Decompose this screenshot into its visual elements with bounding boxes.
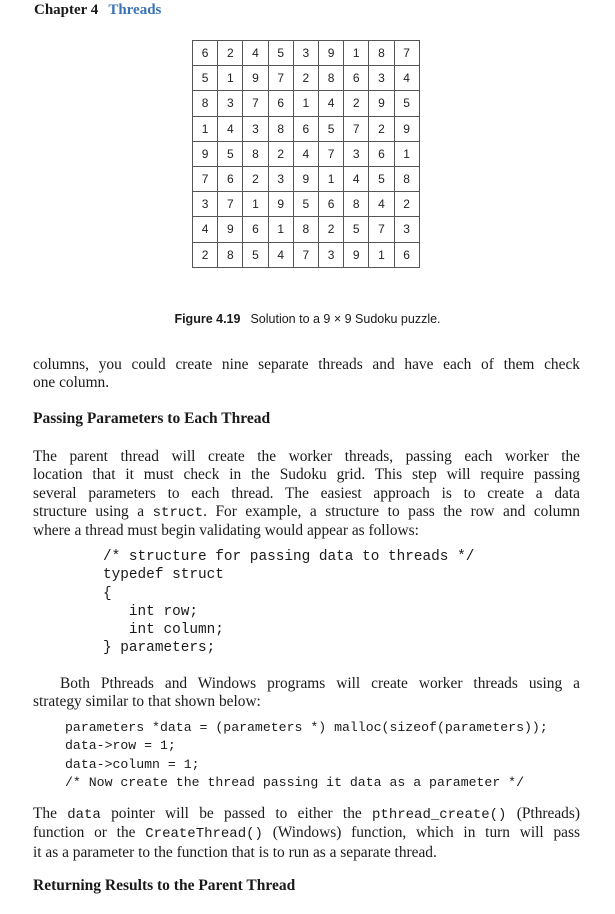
sudoku-cell: 6 <box>394 242 419 267</box>
sudoku-cell: 8 <box>318 66 343 91</box>
sudoku-row <box>193 217 420 242</box>
sudoku-cell: 9 <box>318 41 343 66</box>
sudoku-cell: 9 <box>293 166 318 191</box>
sudoku-cell: 4 <box>268 242 293 267</box>
sudoku-cell: 5 <box>344 217 369 242</box>
sudoku-cell: 8 <box>243 141 268 166</box>
sudoku-cell: 2 <box>218 41 243 66</box>
sudoku-cell: 7 <box>394 41 419 66</box>
paragraph-data-pointer <box>33 805 580 862</box>
sudoku-cell: 1 <box>268 217 293 242</box>
paragraph-pthreads-windows <box>33 675 580 712</box>
section-heading-passing-parameters: Passing Parameters to Each Thread <box>33 410 271 427</box>
sudoku-cell: 8 <box>193 91 218 116</box>
sudoku-cell: 4 <box>293 141 318 166</box>
text-line: location that it must check in the Sudoku grid. This step will require passing <box>33 466 580 484</box>
sudoku-cell: 1 <box>193 116 218 141</box>
sudoku-row <box>193 166 420 191</box>
sudoku-cell: 1 <box>394 141 419 166</box>
sudoku-cell: 9 <box>369 91 394 116</box>
sudoku-cell: 6 <box>218 166 243 191</box>
sudoku-cell: 7 <box>293 242 318 267</box>
sudoku-cell: 9 <box>218 217 243 242</box>
sudoku-cell: 7 <box>318 141 343 166</box>
sudoku-cell: 4 <box>243 41 268 66</box>
sudoku-cell: 1 <box>318 166 343 191</box>
sudoku-cell: 7 <box>243 91 268 116</box>
sudoku-cell: 7 <box>193 166 218 191</box>
sudoku-cell: 8 <box>369 41 394 66</box>
sudoku-cell: 9 <box>268 192 293 217</box>
sudoku-row <box>193 242 420 267</box>
sudoku-cell: 3 <box>394 217 419 242</box>
sudoku-cell: 5 <box>243 242 268 267</box>
sudoku-cell: 2 <box>344 91 369 116</box>
sudoku-cell: 4 <box>218 116 243 141</box>
sudoku-row <box>193 141 420 166</box>
sudoku-cell: 5 <box>369 166 394 191</box>
text-line: Both Pthreads and Windows programs will create worker threads using a <box>60 675 580 692</box>
sudoku-cell: 1 <box>293 91 318 116</box>
figure-text: Solution to a 9 × 9 Sudoku puzzle. <box>250 312 441 326</box>
sudoku-cell: 1 <box>369 242 394 267</box>
sudoku-cell: 7 <box>268 66 293 91</box>
text-line: structure using a struct. For example, a structure to pass the row and column <box>33 502 580 521</box>
inline-code: CreateThread() <box>145 826 263 843</box>
inline-code: data <box>67 807 101 823</box>
sudoku-cell: 6 <box>268 91 293 116</box>
sudoku-cell: 2 <box>268 141 293 166</box>
sudoku-cell: 3 <box>268 166 293 191</box>
inline-code: struct <box>152 504 204 521</box>
sudoku-cell: 4 <box>193 217 218 242</box>
sudoku-grid <box>192 40 420 268</box>
sudoku-cell: 8 <box>394 166 419 191</box>
sudoku-cell: 3 <box>218 91 243 116</box>
sudoku-cell: 3 <box>369 66 394 91</box>
code-block-struct: /* structure for passing data to threads */ typedef struct { int row; int column; } parameters; <box>103 549 475 657</box>
sudoku-cell: 1 <box>218 66 243 91</box>
inline-code: pthread_create() <box>372 807 507 823</box>
code-block-malloc: parameters *data = (parameters *) malloc(sizeof(parameters)); data->row = 1; data->column = 1; /* Now create the thread passing it data as a parameter */ <box>65 720 548 790</box>
sudoku-cell: 2 <box>293 66 318 91</box>
text-line: The data pointer will be passed to either the pthread_create() (Pthreads) <box>33 805 580 823</box>
sudoku-cell: 4 <box>369 192 394 217</box>
chapter-number: Chapter 4 <box>34 2 99 18</box>
sudoku-cell: 2 <box>318 217 343 242</box>
sudoku-row <box>193 66 420 91</box>
sudoku-cell: 5 <box>268 41 293 66</box>
sudoku-cell: 9 <box>243 66 268 91</box>
sudoku-row <box>193 91 420 116</box>
sudoku-cell: 9 <box>193 141 218 166</box>
sudoku-cell: 6 <box>293 116 318 141</box>
text-line: it as a parameter to the function that is to run as a separate thread. <box>33 843 437 861</box>
sudoku-cell: 6 <box>193 41 218 66</box>
text-line: columns, you could create nine separate threads and have each of them check <box>33 356 580 373</box>
text-line: strategy similar to that shown below: <box>33 693 261 711</box>
sudoku-cell: 6 <box>369 141 394 166</box>
sudoku-cell: 5 <box>394 91 419 116</box>
figure-label: Figure 4.19 <box>174 312 241 326</box>
sudoku-cell: 9 <box>394 116 419 141</box>
sudoku-cell: 4 <box>344 166 369 191</box>
sudoku-cell: 8 <box>268 116 293 141</box>
sudoku-cell: 9 <box>344 242 369 267</box>
sudoku-cell: 2 <box>193 242 218 267</box>
figure-caption <box>0 312 615 326</box>
sudoku-cell: 3 <box>293 41 318 66</box>
sudoku-cell: 8 <box>293 217 318 242</box>
text-line: function or the CreateThread() (Windows) function, which in turn will pass <box>33 824 580 843</box>
paragraph-parent-thread <box>33 448 580 540</box>
sudoku-cell: 6 <box>318 192 343 217</box>
sudoku-cell: 2 <box>243 166 268 191</box>
sudoku-cell: 3 <box>344 141 369 166</box>
sudoku-cell: 4 <box>394 66 419 91</box>
sudoku-row <box>193 41 420 66</box>
sudoku-cell: 3 <box>193 192 218 217</box>
section-heading-returning-results: Returning Results to the Parent Thread <box>33 877 296 894</box>
running-header <box>34 2 161 19</box>
text-line: where a thread must begin validating would appear as follows: <box>33 522 419 540</box>
sudoku-cell: 1 <box>243 192 268 217</box>
sudoku-cell: 6 <box>344 66 369 91</box>
sudoku-cell: 5 <box>293 192 318 217</box>
text-line: one column. <box>33 374 110 392</box>
sudoku-row <box>193 192 420 217</box>
text-line: several parameters to each thread. The easiest approach is to create a data <box>33 484 580 502</box>
sudoku-cell: 2 <box>369 116 394 141</box>
sudoku-cell: 7 <box>218 192 243 217</box>
sudoku-cell: 8 <box>218 242 243 267</box>
sudoku-cell: 7 <box>369 217 394 242</box>
sudoku-row <box>193 116 420 141</box>
sudoku-cell: 4 <box>318 91 343 116</box>
sudoku-cell: 3 <box>243 116 268 141</box>
sudoku-cell: 8 <box>344 192 369 217</box>
sudoku-cell: 7 <box>344 116 369 141</box>
sudoku-cell: 5 <box>218 141 243 166</box>
text-line: The parent thread will create the worker threads, passing each worker the <box>33 448 580 465</box>
sudoku-cell: 5 <box>193 66 218 91</box>
sudoku-cell: 2 <box>394 192 419 217</box>
sudoku-cell: 5 <box>318 116 343 141</box>
sudoku-cell: 6 <box>243 217 268 242</box>
chapter-title: Threads <box>108 2 162 18</box>
sudoku-cell: 3 <box>318 242 343 267</box>
paragraph-columns <box>33 356 580 393</box>
sudoku-cell: 1 <box>344 41 369 66</box>
